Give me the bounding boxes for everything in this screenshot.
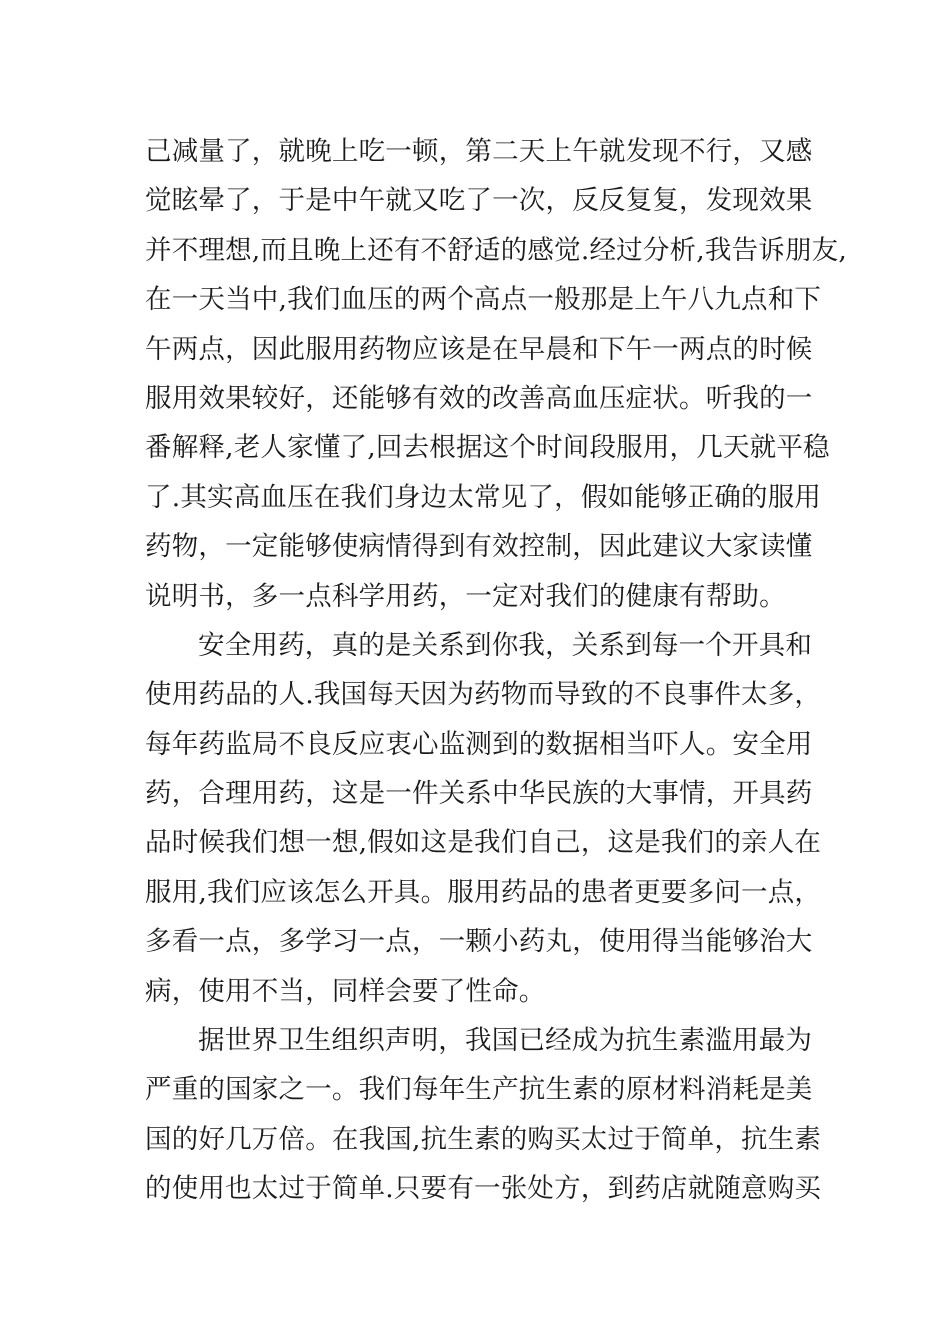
text-line: 服用效果较好，还能够有效的改善高血压症状。听我的一 [145, 382, 813, 414]
text-line: 安全用药，真的是关系到你我，关系到每一个开具和 [198, 629, 813, 661]
text-line: 每年药监局不良反应衷心监测到的数据相当吓人。安全用 [145, 728, 813, 760]
paragraph-3 [145, 1016, 825, 1214]
text-line: 番解释,老人家懂了,回去根据这个时间段服用，几天就平稳 [145, 432, 830, 464]
text-line: 病，使用不当，同样会要了性命。 [145, 975, 546, 1007]
paragraph-2 [145, 621, 825, 1016]
text-line: 说明书，多一点科学用药，一定对我们的健康有帮助。 [145, 580, 786, 612]
text-line: 了.其实高血压在我们身边太常见了，假如能够正确的服用 [145, 481, 822, 513]
text-line: 国的好几万倍。在我国,抗生素的购买太过于简单，抗生素 [145, 1123, 822, 1155]
text-line: 的使用也太过于简单.只要有一张处方，到药店就随意购买 [145, 1173, 822, 1205]
text-line: 服用,我们应该怎么开具。服用药品的患者更要多问一点， [145, 876, 822, 908]
text-line: 药物，一定能够使病情得到有效控制，因此建议大家读懂 [145, 531, 813, 563]
text-line: 觉眩晕了，于是中午就又吃了一次，反反复复，发现效果 [145, 185, 813, 217]
text-line: 午两点，因此服用药物应该是在早晨和下午一两点的时候 [145, 333, 813, 365]
document-body [145, 127, 847, 1214]
paragraph-1 [145, 127, 847, 621]
text-line: 己减量了，就晚上吃一顿，第二天上午就发现不行，又感 [145, 136, 813, 167]
text-line: 据世界卫生组织声明，我国已经成为抗生素滥用最为 [198, 1025, 813, 1057]
text-line: 多看一点，多学习一点，一颗小药丸，使用得当能够治大 [145, 926, 813, 958]
text-line: 严重的国家之一。我们每年生产抗生素的原材料消耗是美 [145, 1074, 813, 1106]
text-line: 药，合理用药，这是一件关系中华民族的大事情，开具药 [145, 778, 813, 810]
text-line: 使用药品的人.我国每天因为药物而导致的不良事件太多， [145, 679, 822, 711]
text-line: 品时候我们想一想,假如这是我们自己，这是我们的亲人在 [145, 827, 822, 859]
text-line: 在一天当中,我们血压的两个高点一般那是上午八九点和下 [145, 284, 822, 316]
text-line: 并不理想,而且晚上还有不舒适的感觉.经过分析,我告诉朋友, [145, 234, 847, 266]
